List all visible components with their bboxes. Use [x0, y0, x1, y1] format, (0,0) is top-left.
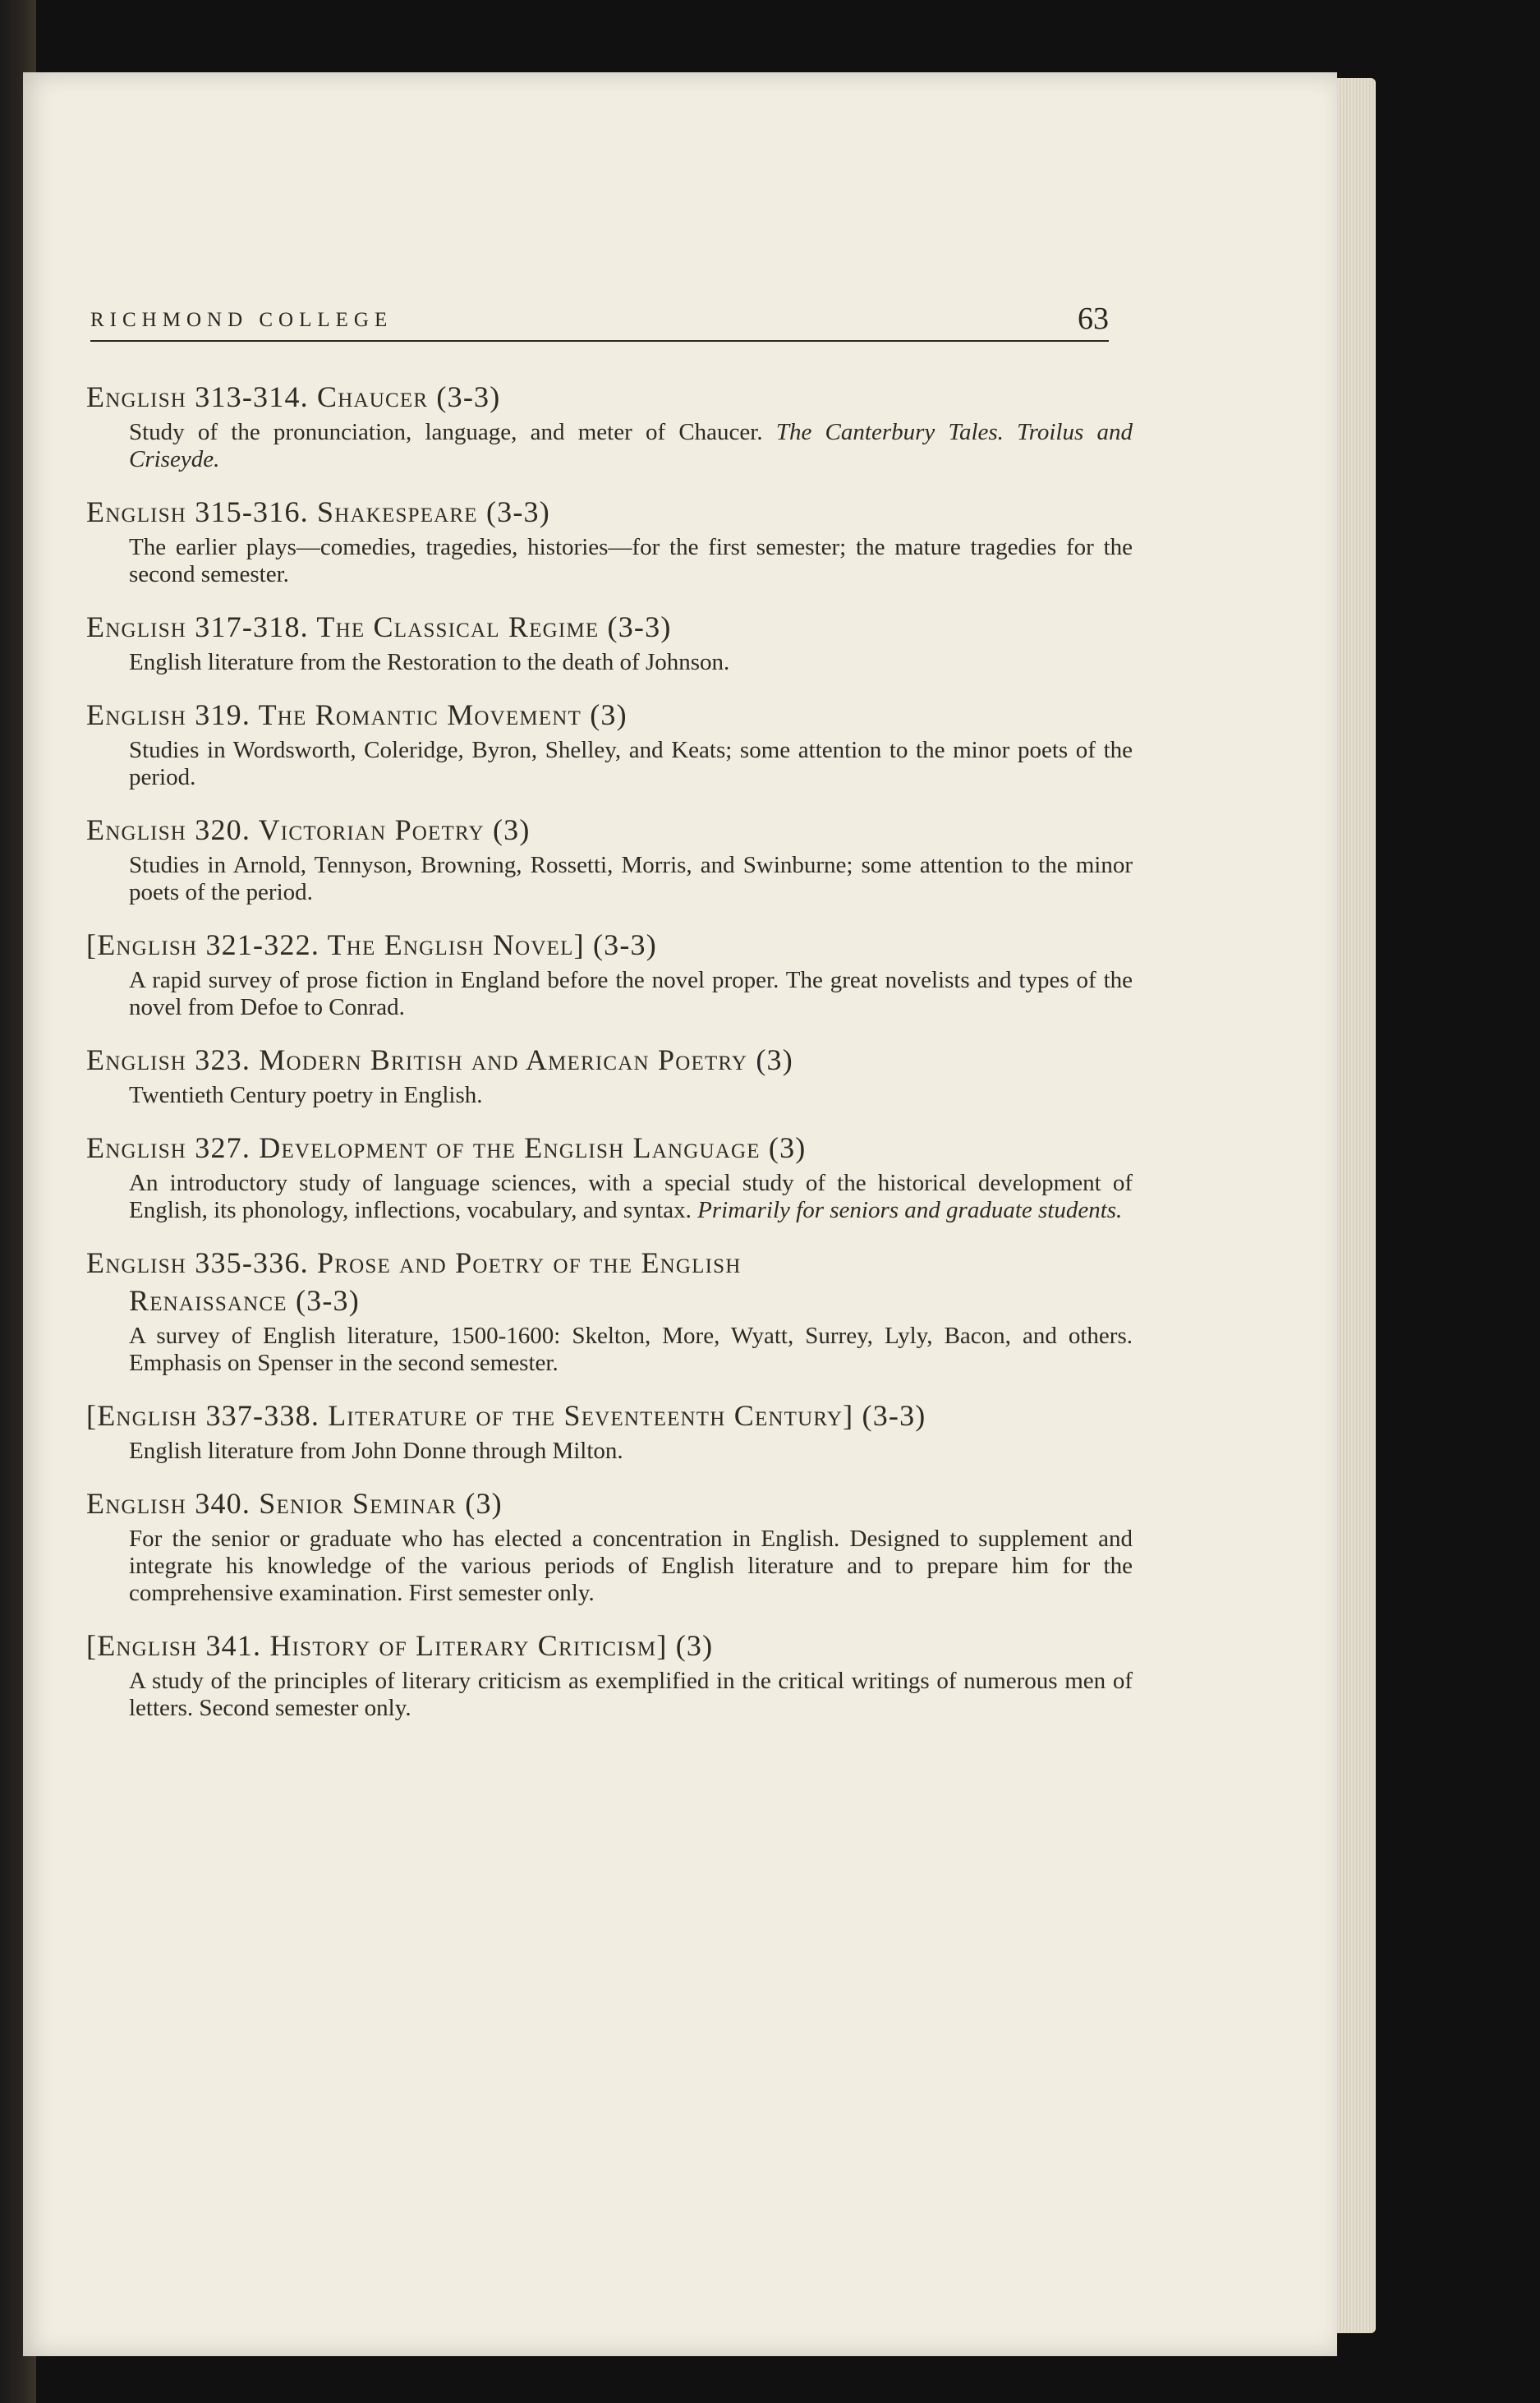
course-english-319	[86, 696, 1133, 791]
course-title: [English 337-338. Literature of the Seventeenth Century] (3-3)	[86, 1399, 926, 1432]
course-title: English 327. Development of the English Language (3)	[86, 1131, 807, 1164]
page-number: 63	[1078, 302, 1109, 336]
course-title: English 320. Victorian Poetry (3)	[86, 813, 531, 846]
course-english-320	[86, 811, 1133, 906]
course-english-340	[86, 1485, 1133, 1607]
course-title: [English 341. History of Literary Criticism] (3)	[86, 1629, 714, 1662]
course-description: For the senior or graduate who has elected a concentration in English. Designed to supplement and integrate his knowledge of the various periods of English literature and to prepare him for the comprehensive examination. First semester only.	[129, 1526, 1133, 1606]
course-description: A survey of English literature, 1500-1600: Skelton, More, Wyatt, Surrey, Lyly, Bacon, and others. Emphasis on Spenser in the second semester.	[129, 1323, 1133, 1376]
course-description: Studies in Arnold, Tennyson, Browning, Rossetti, Morris, and Swinburne; some attention to the minor poets of the period.	[129, 852, 1133, 905]
course-english-341	[86, 1627, 1133, 1722]
course-english-323	[86, 1041, 1129, 1109]
running-title: RICHMOND COLLEGE	[90, 309, 393, 331]
course-english-335-336	[86, 1244, 1133, 1377]
course-description: A study of the principles of literary criticism as exemplified in the critical writings of numerous men of letters. Second semester only.	[129, 1668, 1133, 1721]
description-text: Study of the pronunciation, language, and meter of Chaucer.	[129, 419, 763, 445]
course-title: English 315-316. Shakespeare (3-3)	[86, 495, 550, 528]
course-title: [English 321-322. The English Novel] (3-3)	[86, 928, 657, 961]
course-title: English 313-314. Chaucer (3-3)	[86, 380, 501, 413]
course-description: Twentieth Century poetry in English.	[129, 1082, 483, 1108]
course-english-321-322	[86, 926, 1133, 1021]
description-italic-text: The Canterbury Tales. Troilus and Criseyde.	[129, 419, 1133, 472]
course-description	[129, 419, 1133, 473]
description-italic-text: Primarily for seniors and graduate students.	[697, 1197, 1123, 1223]
course-title: English 340. Senior Seminar (3)	[86, 1487, 503, 1520]
course-description: The earlier plays—comedies, tragedies, histories—for the first semester; the mature tragedies for the second semester.	[129, 534, 1133, 587]
course-title: English 317-318. The Classical Regime (3-3)	[86, 610, 672, 643]
course-description: English literature from John Donne through Milton.	[129, 1438, 623, 1464]
course-list	[86, 378, 1133, 1742]
course-description: English literature from the Restoration to the death of Johnson.	[129, 649, 730, 675]
description-text: An introductory study of language sciences, with a special study of the historical development of English, its phonology, inflections, vocabulary, and syntax.	[129, 1170, 1133, 1223]
course-english-315-316	[86, 493, 1133, 588]
course-description: A rapid survey of prose fiction in England before the novel proper. The great novelists and types of the novel from Defoe to Conrad.	[129, 967, 1133, 1020]
course-title	[86, 1244, 1129, 1319]
course-title-line-1: English 335-336. Prose and Poetry of the English	[86, 1246, 742, 1279]
course-english-313-314	[86, 378, 1133, 473]
course-english-327	[86, 1129, 1133, 1224]
course-description	[129, 1170, 1133, 1224]
course-title: English 323. Modern British and American Poetry (3)	[86, 1043, 793, 1076]
course-english-317-318	[86, 608, 1129, 676]
page-header	[90, 292, 1109, 342]
course-description: Studies in Wordsworth, Coleridge, Byron, Shelley, and Keats; some attention to the minor poets of the period.	[129, 737, 1133, 790]
course-english-337-338	[86, 1397, 1129, 1465]
course-title: English 319. The Romantic Movement (3)	[86, 698, 627, 731]
course-title-line-2: Renaissance (3-3)	[129, 1284, 360, 1317]
